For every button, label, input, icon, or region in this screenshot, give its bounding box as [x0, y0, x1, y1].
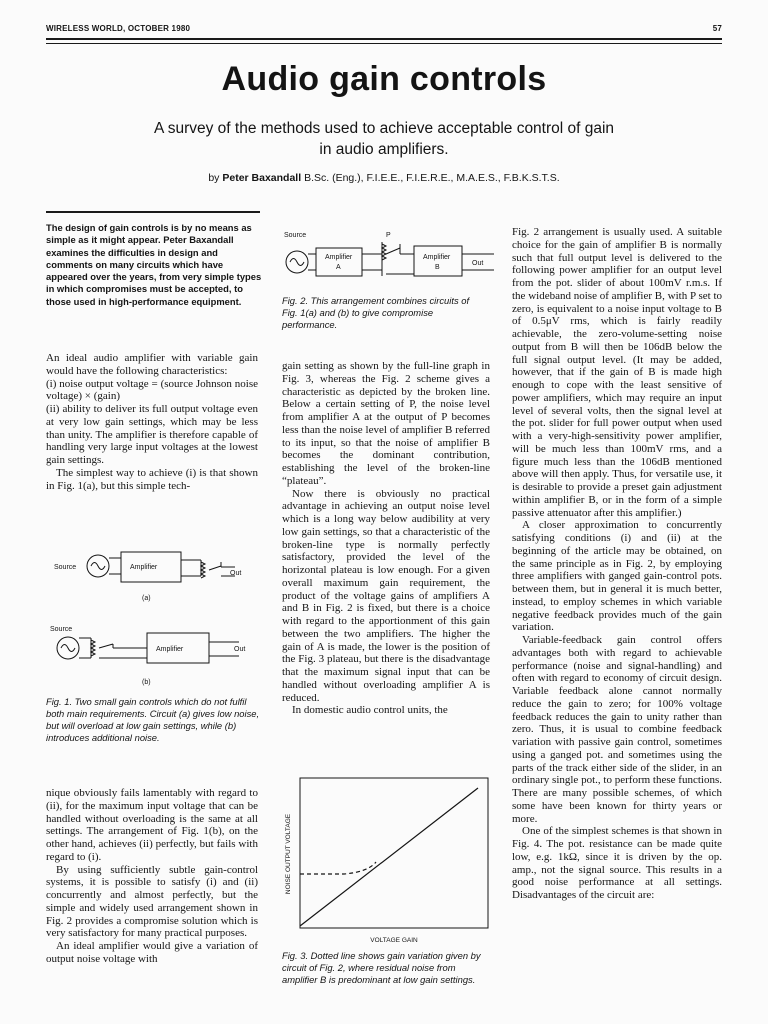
- fig2-amp-b-label-2: B: [435, 264, 440, 271]
- page-number: 57: [712, 24, 722, 33]
- column-2: [282, 360, 490, 717]
- fig2-amplifier-b-box: [414, 246, 462, 276]
- col1-paragraph-5: nique obviously fails lamentably with regard to (ii), for the maximum input voltage that can be handled without overloading is the same at all settings. The arrangement of Fig. 1(b), on the other hand, achieves (ii) perfectly, but fails with regard to (i).: [46, 787, 258, 863]
- article-title: Audio gain controls: [221, 60, 547, 98]
- col1-paragraph-6: By using sufficiently subtle gain-control systems, it is possible to satisfy (i) and (ii) concurrently and almost perfectly, but the simple and widely used arrangement shown in Fig. 2 provides a compromise solution which is very satisfactory for many practical purposes.: [46, 863, 258, 940]
- fig1b-amplifier-label: Amplifier: [156, 646, 184, 653]
- fig3-full-line: [300, 788, 478, 926]
- author-credentials: B.Sc. (Eng.), F.I.E.E., F.I.E.R.E., M.A.E.S., F.B.K.S.T.S.: [301, 172, 560, 184]
- fig1a-out-label: Out: [230, 570, 242, 577]
- fig2-amplifier-a-box: [316, 248, 362, 276]
- fig2-amp-a-label-1: Amplifier: [325, 254, 353, 261]
- fig3-chart: [280, 776, 492, 946]
- col1-paragraph-2: (i) noise output voltage = (source Johnson noise voltage) × (gain): [46, 377, 258, 403]
- fig2-amp-b-label-1: Amplifier: [423, 254, 451, 261]
- col3-paragraph-3: Variable-feedback gain control offers advantages both with regard to achievable performance (noise and signal-handling) and often with regard to economy of circuit design. Variable feedback alone cannot normally reduce the gain to zero; for 100% voltage feedback reduces the gain to unity rather than zero. Thus, it is usual to combine feedback variation with passive gain control, sometimes using a ganged pot. and sometimes using the parts of the track either side of the slider, in an ordinary single pot., to perform these functions. There are many possible schemes, of which some have been known for thirty years or more.: [512, 634, 722, 825]
- fig2-diagram: [280, 228, 500, 294]
- fig3-xlabel: VOLTAGE GAIN: [370, 937, 418, 944]
- col2-paragraph-3: In domestic audio control units, the: [292, 704, 448, 717]
- col3-paragraph-1: Fig. 2 arrangement is usually used. A suitable choice for the gain of amplifier B is normally such that full output level is delivered to the following power amplifier for an output level from the pot. slider of about 100mV r.m.s. If the wideband noise of amplifier B, with P set to zero, is equivalent to a noise input voltage to B of 0.5μV rms, which is fairly readily achievable, the zero-volume-setting noise output from B will then be 106dB below the full signal output level. (It may be added, however, that if the gain of B is made high enough to cope with the least sensitive of power amplifiers, which may require an input level of several volts, then the signal level at the pot. slider for full power output when used with a very-high-sensitivity power amplifier, will be much less than 100mV rms, and a figure much less than the 106dB mentioned above will then apply. Thus, for versatile use, it is desirable to provide a preset gain adjustment within amplifier B, or in the form of a simple passive attenuator after this amplifier.): [512, 226, 722, 519]
- fig2-caption: Fig. 2. This arrangement combines circuits of Fig. 1(a) and (b) to give compromise performance.: [282, 295, 470, 330]
- fig1b-out-label: Out: [234, 646, 246, 653]
- fig2-amp-a-label-2: A: [336, 264, 341, 271]
- fig1a-source-label: Source: [54, 564, 77, 571]
- fig2-out-label: Out: [472, 260, 484, 267]
- author-name: Peter Baxandall: [222, 172, 302, 184]
- journal-header: WIRELESS WORLD, OCTOBER 1980: [46, 24, 191, 33]
- fig1-diagram: [46, 538, 260, 690]
- fig2-source-label: Source: [284, 232, 307, 239]
- col2-paragraph-2: Now there is obviously no practical advantage in achieving an output noise level which is a long way below audibility at very low gain settings, so that a characteristic of the broken-line type is normally perfectly satisfactory, provided the level of the horizontal plateau is low enough. For a given overall maximum gain requirement, the product of the voltage gains of amplifiers A and B in Fig. 2 is fixed, but there is a choice with regard to the apportionment of this gain between the two amplifiers. The higher the gain of A is made, the lower is the position of the Fig. 3 plateau, but there is the disadvantage that the maximum signal input that can be handled without overloading amplifier A is reduced.: [282, 487, 490, 704]
- col1-paragraph-1: An ideal audio amplifier with variable gain would have the following characteristics:: [46, 352, 258, 377]
- col1-paragraph-3: (ii) ability to deliver its full output voltage even at very low gain settings, which may be less than unity. The amplifier is therefore capable of handling very large input voltages at the lowest gain settings.: [46, 403, 258, 466]
- fig1a-amplifier-label: Amplifier: [130, 564, 158, 571]
- header-rule-thin: [46, 43, 722, 44]
- column-1-bottom: [46, 787, 258, 966]
- fig2-p-label: P: [386, 232, 391, 239]
- fig3-broken-line: [300, 862, 376, 874]
- intro-standfirst: The design of gain controls is by no means as simple as it might appear. Peter Baxandall examines the difficulties in design and comments on many circuits which have appeared over the years, from very simple types in which compromises must be accepted, to those used in high-performance equipment.: [46, 222, 262, 307]
- col1-paragraph-7: An ideal amplifier would give a variation of output noise voltage with: [46, 940, 258, 965]
- fig3-ylabel: NOISE OUTPUT VOLTAGE: [285, 813, 292, 895]
- byline: [0, 172, 768, 184]
- intro-rule: [46, 211, 260, 213]
- column-1-top: [46, 352, 258, 492]
- fig3-caption: Fig. 3. Dotted line shows gain variation given by circuit of Fig. 2, where residual noise from amplifier B is predominant at low gain settings.: [282, 950, 481, 985]
- article-subtitle: A survey of the methods used to achieve acceptable control of gain in audio amplifiers.: [153, 120, 615, 158]
- column-3: [512, 226, 722, 902]
- col1-paragraph-4: The simplest way to achieve (i) is that shown in Fig. 1(a), but this simple tech-: [46, 466, 258, 492]
- fig1b-tag: (b): [142, 679, 151, 686]
- fig1b-source-label: Source: [50, 626, 73, 633]
- fig1a-tag: (a): [142, 595, 151, 602]
- fig1-caption: Fig. 1. Two small gain controls which do not fulfil both main requirements. Circuit (a) gives low noise, but will overload at low gain settings, while (b) introduces additional noise.: [46, 696, 260, 743]
- header-rule-thick: [46, 38, 722, 40]
- col3-paragraph-4: One of the simplest schemes is that shown in Fig. 4. The pot. resistance can be made quite low, e.g. 1kΩ, since it is driven by the op. amp., not the signal source. This results in a good noise performance at all settings. Disadvantages of the circuit are:: [512, 825, 722, 901]
- col3-paragraph-2: A closer approximation to concurrently satisfying conditions (i) and (ii) at the beginning of the article may be obtained, on the same principle as in Fig. 2, by employing three amplifiers with ganged gain-control pots. between them, but in general it is much better, instead, to employ schemes in which variable negative feedback provides much of the gain variation.: [512, 519, 722, 634]
- col2-paragraph-1: gain setting as shown by the full-line graph in Fig. 3, whereas the Fig. 2 scheme gives a characteristic as depicted by the broken line. Below a certain setting of P, the noise level from amplifier A at the output of P becomes less than the noise level of amplifier B referred to its input, so that the noise of amplifier B becomes the dominant contribution, establishing the level of the broken-line “plateau”.: [282, 360, 490, 487]
- byline-prefix: by: [208, 172, 223, 184]
